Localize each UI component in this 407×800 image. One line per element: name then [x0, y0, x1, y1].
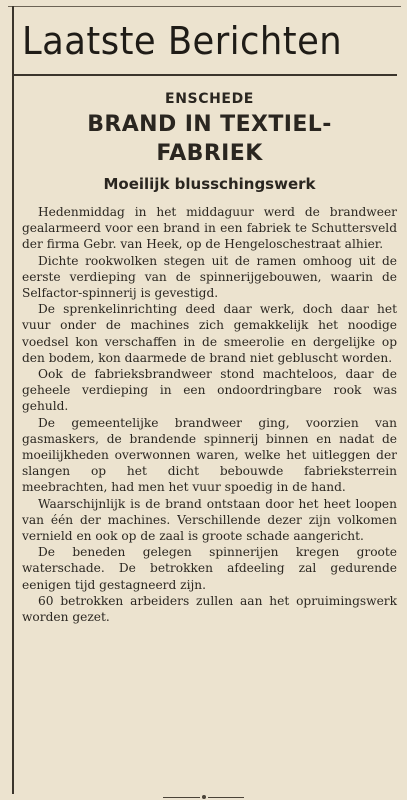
headline-line-1: BRAND IN TEXTIEL-	[87, 112, 332, 137]
news-column	[14, 8, 407, 800]
paragraph: Dichte rookwolken stegen uit de ramen omhoog uit de eerste verdieping van de spinnerijgebouwen, waarin de Selfactor-spinnerij is gevestigd.	[22, 253, 397, 301]
paragraph: Waarschijnlijk is de brand ontstaan door het heet loopen van één der machines. Verschillende dezer zijn volkomen vernield en ook op de zaal is groote schade aangericht.	[22, 496, 397, 544]
dateline: ENSCHEDE	[165, 91, 254, 107]
top-rule	[8, 6, 401, 7]
masthead-rule	[14, 74, 397, 76]
paragraph: 60 betrokken arbeiders zullen aan het opruimingswerk worden gezet.	[22, 593, 397, 625]
article	[22, 90, 397, 625]
paragraph: Hedenmiddag in het middaguur werd de brandweer gealarmeerd voor een brand in een fabriek te Schuttersveld der firma Gebr. van Heek, op de Hengeloschestraat alhier.	[22, 205, 397, 252]
paragraph: De beneden gelegen spinnerijen kregen groote waterschade. De betrokken afdeeling zal gedurende eenigen tijd gestagneerd zijn.	[22, 545, 397, 592]
paragraph: De sprenkelinrichting deed daar werk, doch daar het vuur onder de machines zich gemakkelijk het noodige voedsel kon verschaffen in de smeerolie en dergelijke op den bodem, kon daarmede de brand niet gebluscht worden.	[22, 302, 397, 365]
subheadline: Moeilijk blusschingswerk	[103, 175, 316, 193]
section-title: Laatste Berichten	[22, 19, 343, 63]
paragraph: Ook de fabrieksbrandweer stond machteloos, daar de geheele verdieping in een ondoordringbare rook was gehuld.	[22, 367, 397, 414]
headline-line-2: FABRIEK	[156, 141, 263, 166]
headline	[22, 110, 397, 168]
article-body	[22, 204, 397, 625]
end-ornament	[163, 794, 244, 800]
paragraph: De gemeentelijke brandweer ging, voorzien van gasmaskers, de brandende spinnerij binnen en nadat de moeilijkheden overwonnen waren, welke het uitleggen der slangen op het dicht bebouwde fabrieksterrein meebrachten, had men het vuur spoedig in de hand.	[22, 415, 397, 495]
